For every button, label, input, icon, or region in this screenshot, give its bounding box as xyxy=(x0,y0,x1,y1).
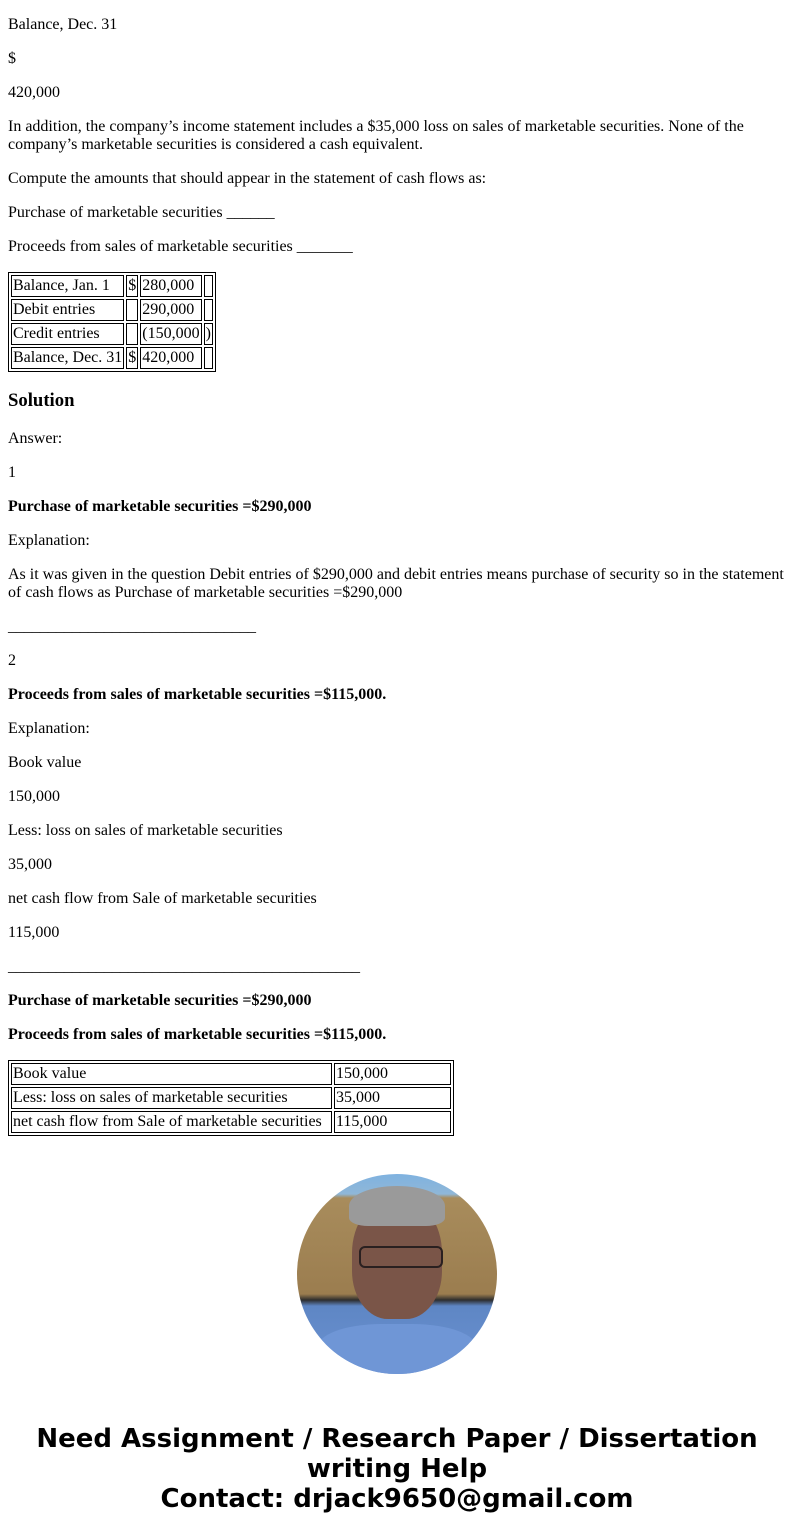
table-row xyxy=(11,323,213,345)
explanation-label: Explanation: xyxy=(8,532,90,549)
row-sign: $ xyxy=(126,347,138,369)
table-row xyxy=(11,1111,451,1133)
book-value-label: Book value xyxy=(8,754,82,771)
summary-2: Proceeds from sales of marketable securities =$115,000. xyxy=(8,1026,387,1043)
promo-banner xyxy=(8,1174,786,1514)
less-loss-label: Less: loss on sales of marketable securities xyxy=(8,822,283,839)
proceeds-table xyxy=(8,1060,454,1136)
table-row xyxy=(11,1063,451,1085)
row-value: 280,000 xyxy=(140,275,201,297)
divider-1: _______________________________ xyxy=(8,618,256,635)
row-label: Debit entries xyxy=(11,299,124,321)
dollar-sign: $ xyxy=(8,50,16,67)
row-suffix xyxy=(204,299,213,321)
row-value: 115,000 xyxy=(334,1111,451,1133)
row-label: net cash flow from Sale of marketable securities xyxy=(11,1111,332,1133)
less-loss-amount: 35,000 xyxy=(8,856,52,873)
book-value-amount: 150,000 xyxy=(8,788,60,805)
row-sign: $ xyxy=(126,275,138,297)
part-1-number: 1 xyxy=(8,464,16,481)
row-value: 150,000 xyxy=(334,1063,451,1085)
promo-contact: Contact: drjack9650@gmail.com xyxy=(160,1484,634,1514)
row-label: Balance, Jan. 1 xyxy=(11,275,124,297)
row-label: Book value xyxy=(11,1063,332,1085)
row-sign xyxy=(126,299,138,321)
answer-2: Proceeds from sales of marketable securities =$115,000. xyxy=(8,686,387,703)
row-suffix: ) xyxy=(204,323,213,345)
question-2: Proceeds from sales of marketable securities _______ xyxy=(8,238,353,255)
explanation-label: Explanation: xyxy=(8,720,90,737)
question-1: Purchase of marketable securities ______ xyxy=(8,204,275,221)
divider-2: ____________________________________________ xyxy=(8,958,360,975)
promo-headline: Need Assignment / Research Paper / Dissertation writing Help xyxy=(36,1424,758,1484)
answer-label: Answer: xyxy=(8,430,63,447)
row-label: Credit entries xyxy=(11,323,124,345)
part-2-number: 2 xyxy=(8,652,16,669)
row-value: 420,000 xyxy=(140,347,201,369)
compute-text: Compute the amounts that should appear in the statement of cash flows as: xyxy=(8,170,487,187)
row-sign xyxy=(126,323,138,345)
explanation-1: As it was given in the question Debit entries of $290,000 and debit entries means purchase of security so in the statement of cash flows as Purchase of marketable securities =$290,000 xyxy=(8,566,784,601)
answer-1: Purchase of marketable securities =$290,000 xyxy=(8,498,312,515)
table-row xyxy=(11,347,213,369)
securities-table xyxy=(8,272,216,372)
table-row xyxy=(11,299,213,321)
row-value: 35,000 xyxy=(334,1087,451,1109)
net-cash-label: net cash flow from Sale of marketable securities xyxy=(8,890,317,907)
summary-1: Purchase of marketable securities =$290,000 xyxy=(8,992,312,1009)
net-cash-amount: 115,000 xyxy=(8,924,60,941)
row-label: Less: loss on sales of marketable securities xyxy=(11,1087,332,1109)
author-photo xyxy=(297,1174,497,1374)
row-label: Balance, Dec. 31 xyxy=(11,347,124,369)
solution-heading: Solution xyxy=(8,390,75,411)
row-value: (150,000 xyxy=(140,323,201,345)
balance-value: 420,000 xyxy=(8,84,60,101)
row-suffix xyxy=(204,275,213,297)
table-row xyxy=(11,275,213,297)
balance-label: Balance, Dec. 31 xyxy=(8,16,118,33)
row-value: 290,000 xyxy=(140,299,201,321)
table-row xyxy=(11,1087,451,1109)
row-suffix xyxy=(204,347,213,369)
addition-text: In addition, the company’s income statement includes a $35,000 loss on sales of marketable securities. None of the company’s marketable securities is considered a cash equivalent. xyxy=(8,118,744,153)
